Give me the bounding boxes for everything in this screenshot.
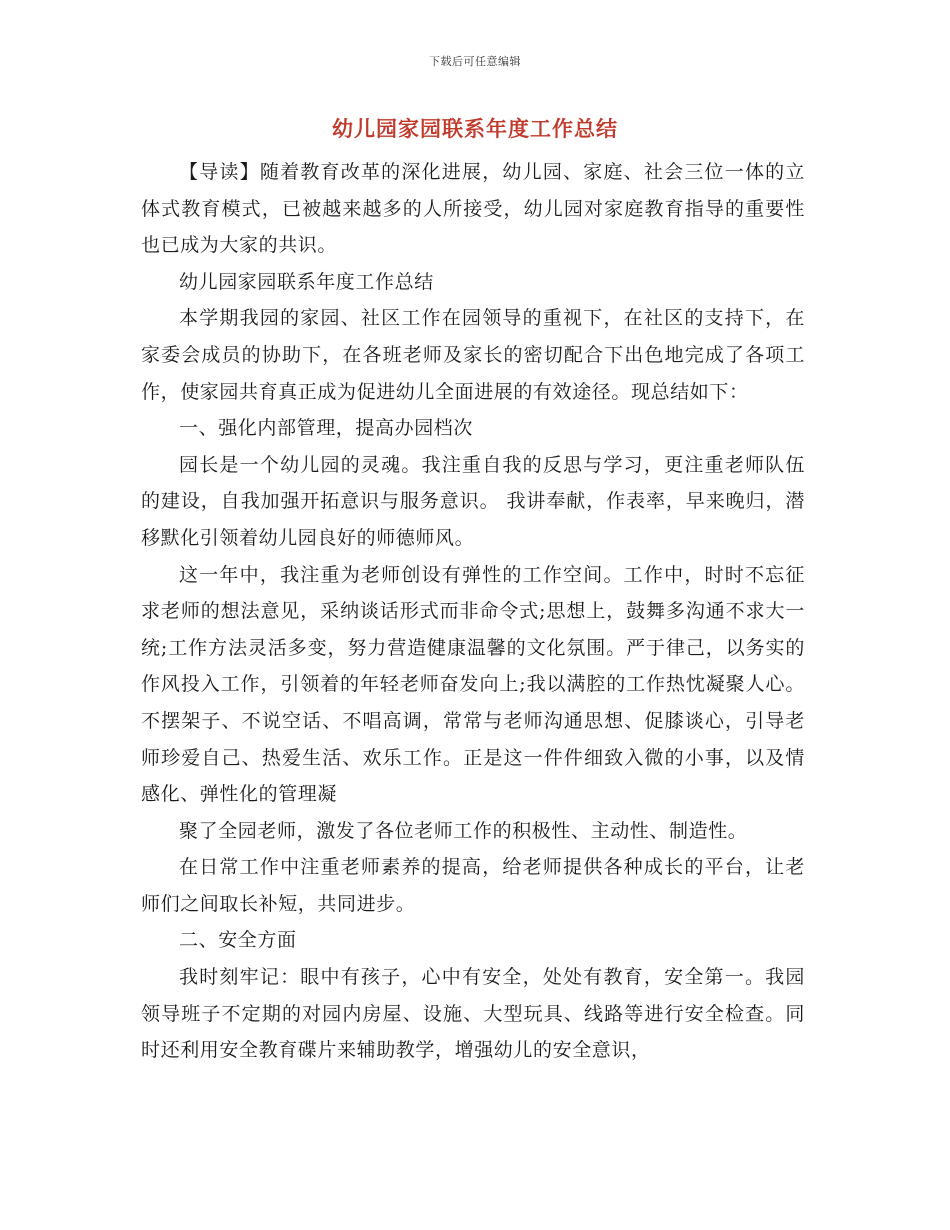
paragraph-safety: 我时刻牢记：眼中有孩子，心中有安全，处处有教育，安全第一。我园领导班子不定期的对园内房屋、设施、大型玩具、线路等进行安全检查。同时还利用安全教育碟片来辅助教学，增强幼儿的安全意识， [141, 966, 805, 1062]
paragraph-work-space: 这一年中，我注重为老师创设有弹性的工作空间。工作中，时时不忘征求老师的想法意见，采纳谈话形式而非命令式;思想上，鼓舞多沟通不求大一统;工作方法灵活多变，努力营造健康温馨的文化氛围。严于律己，以务实的作风投入工作，引领着的年轻老师奋发向上;我以满腔的工作热忱凝聚人心。不摆架子、不说空话、不唱高调，常常与老师沟通思想、促膝谈心，引导老师珍爱自己、热爱生活、欢乐工作。正是这一件件细致入微的小事，以及情感化、弹性化的管理凝 [141, 563, 805, 806]
paragraph-principal: 园长是一个幼儿园的灵魂。我注重自我的反思与学习，更注重老师队伍的建设，自我加强开拓意识与服务意识。 我讲奉献，作表率，早来晚归，潜移默化引领着幼儿园良好的师德师风。 [141, 453, 805, 549]
page-header-note: 下载后可任意编辑 [429, 55, 521, 68]
document-body [141, 154, 805, 1069]
paragraph-teacher-quality: 在日常工作中注重老师素养的提高，给老师提供各种成长的平台，让老师们之间取长补短，共同进步。 [141, 856, 805, 915]
section-heading-management: 一、强化内部管理，提高办园档次 [179, 417, 474, 440]
document-title: 幼儿园家园联系年度工作总结 [332, 116, 618, 141]
paragraph-subtitle: 幼儿园家园联系年度工作总结 [179, 270, 434, 293]
paragraph-motivation: 聚了全园老师，激发了各位老师工作的积极性、主动性、制造性。 [179, 819, 748, 842]
paragraph-summary-intro: 本学期我园的家园、社区工作在园领导的重视下，在社区的支持下，在家委会成员的协助下，在各班老师及家长的密切配合下出色地完成了各项工作，使家园共育真正成为促进幼儿全面进展的有效途径。现总结如下： [141, 307, 805, 403]
paragraph-intro: 【导读】随着教育改革的深化进展，幼儿园、家庭、社会三位一体的立体式教育模式，已被越来越多的人所接受，幼儿园对家庭教育指导的重要性也已成为大家的共识。 [141, 161, 805, 257]
section-heading-safety: 二、安全方面 [179, 929, 297, 952]
